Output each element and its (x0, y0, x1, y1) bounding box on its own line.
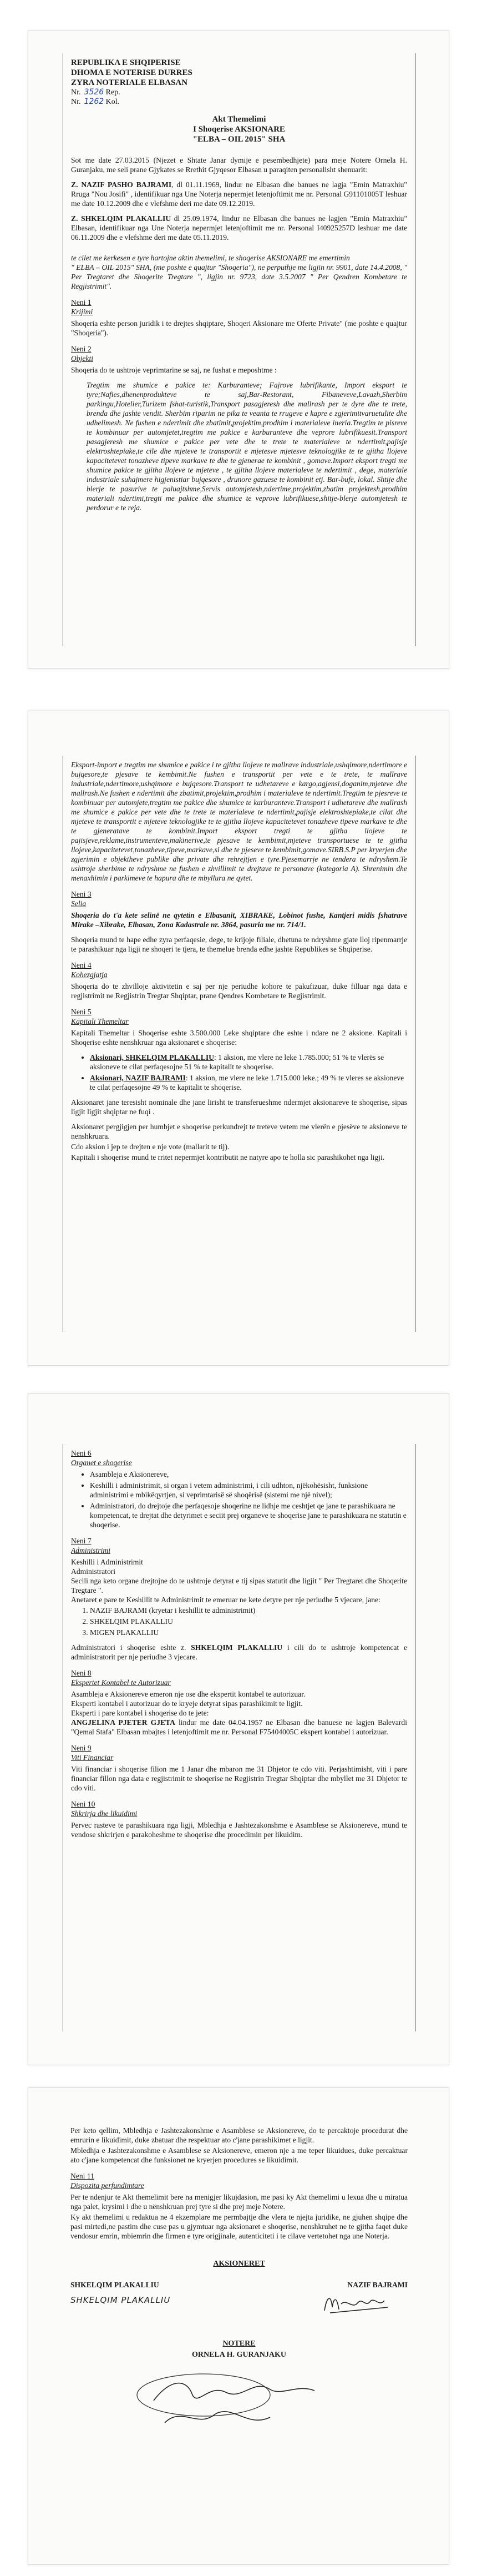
article-5-p3: Aksionaret pergjigjen per humbjet e shoqerise perkundrejt te treteve vetem me vlerën e pjesëve te aksioneve te nenshkruara. (71, 1123, 407, 1140)
rep-number-value: 3526 (84, 88, 104, 97)
signatory-2-name: NAZIF BAJRAMI (347, 2281, 408, 2289)
article-1-title: Krijimi (71, 308, 93, 316)
party-2: Z. SHKELQIM PLAKALLIU dl 25.09.1974, lindur ne Elbasan dhe banues ne lagjen "Emin Matraxhiu" Elbasan, identifikuar nga Une Noterja nepermjet letenjoftimit me nr. Personal I40925257D leshuar me date 06.11.2009 dhe e vlefshme deri me date 05.11.2019. (71, 214, 407, 242)
document-page-4 (28, 2087, 449, 2565)
article-7-p3: Administratori i shoqerise eshte z. SHKELQIM PLAKALLIU i cili do te ushtroje kompetencat e administratorit per nje periudhe 3 vjecare. (71, 1643, 407, 1661)
article-6-item: • Asambleja e Aksionereve, (90, 1470, 407, 1479)
article-9-text: Viti financiar i shoqerise filion me 1 Janar dhe mbaron me 31 Dhjetor te cdo viti. Perjashtimisht, viti i pare financiar fillon nga data e regjistrimit te shoqerise ne Regjistrin Tregtar Shqiptar dhe mbyllet me 31 Dhjetor te cdo viti. (71, 1765, 407, 1792)
article-1-heading: Neni 1 (71, 298, 92, 306)
declaration-intro: te cilet me kerkesen e tyre hartojne aktin themelimi, te shoqerise AKSIONARE me emertimin (71, 254, 350, 262)
article-2-text: Shoqeria do te ushtroje veprimtarine se saj, ne fushat e meposhtme : (71, 366, 277, 374)
page-1-content (63, 53, 415, 646)
shareholders-title: AKSIONERET (213, 2260, 265, 2268)
signature-2 (252, 2290, 408, 2312)
board-members-list (71, 1606, 407, 1637)
signature-block-2 (252, 2281, 408, 2317)
page-2-content (63, 756, 415, 1332)
board-member: 3. MIGEN PLAKALLIU (90, 1628, 407, 1637)
article-4-heading: Neni 4 (71, 961, 92, 969)
board-member: 2. SHKELQIM PLAKALLIU (90, 1617, 407, 1626)
article-2-title: Objekti (71, 354, 94, 363)
article-3-text: Shoqeria mund te hape edhe zyra perfaqesie, dege, te krijoje filiale, dhetuna te ndryshme gjate lloj ripenmarrje te parashikuar nga ligji ne shoqeri te tjera, te themelue brenda edhe jashte Republikes se Shqiperise. (71, 935, 407, 953)
article-2-continuation: Eksport-import e tregtim me shumice e pakice i te gjitha llojeve te mallrave industriale,ushqimore,ndertimore e bujqesore,te pjesave te kembimit.Ne fushen e transportit per vete e te trete, te mallrave industriale,ndertimore,ushqimore e bujqesore.Transport te udhetareve e kargo,agjensi,doganim,mjeteve dhe mallrash.Ne fushen e ndertimit dhe zbatimit,projektim,prodhim i materialeve te ndertimit.Tregtim te pjesreve te kombinuar per automjete,tregtim me pakice dhe shumice te karburanteve.Transport i udhetareve dhe mallrash me shumice e pakice per vete dhe te trete te materialeve te ndertimit,pajisje elektroshtepiake,te cilat dhe mjeteve te transportit e mjeteve teknologjike te te gjitha llojeve kapacitetevet tonazheve tipeve markave te dhe te gjeneratave te kombinit.Import eksport tregti te gjitha llojeve te pajisjeve,reklame,instrumenteve,makinerive,te pjesave te kembimit,mjeteve transportuese te te gjitha llojeve,kapacitetevet,tonazheve,tipeve,markave,si dhe te pjeseve te kembimit,gomave.SIRB.S.P per kryerjen dhe zgjerimin e objektheve publike dhe private dhe rehrejtjen e tyre.Pjesemarrje ne tendera te ndryshem.Te ushtroje sherbime te ndryshme ne fushen e zhvillimit te drejtave te personave (kategoria A). Shrenimin dhe menaxhimin i parkimeve te hapura dhe te mbyllura ne qytet. (71, 761, 407, 882)
document-page-2 (28, 711, 449, 1366)
article-8-title: Ekspertet Kontabel te Autorizuar (71, 1678, 171, 1687)
page-3-content (63, 1444, 415, 2031)
article-6-item: • Administratori, do drejtoje dhe perfaqesoje shoqerine ne lidhje me ceshtjet qe jane te parashikuara ne kompetencat, te drejtat dhe detyrimet e seciit prej organeve te shoqerise jane te parashikuara ne statutin e shoqerise. (90, 1501, 407, 1530)
article-7-title: Administrimi (71, 1546, 110, 1554)
act-title: Akt Themelimi I Shoqerise AKSIONARE "ELBA – OIL 2015" SHA (192, 115, 286, 144)
header-line-3: ZYRA NOTERIALE ELBASAN (71, 78, 188, 87)
article-4-title: Kohezgjatja (71, 970, 108, 979)
article-8-p1: Asambleja e Aksionereve emeron nje ose dhe ekspertit kontabel te autorizuar. (71, 1690, 306, 1698)
article-3-title: Selia (71, 899, 87, 908)
article-3-seat: Shoqeria do t'a kete selinë ne qytetin e Elbasanit, XIBRAKE, Lobinot fushe, Kantjeri midis fshatrave Mirake –Xibrake, Elbasan, Zona Kadastrale nr. 3864, pasuria me nr. 714/1. (71, 911, 407, 929)
shareholder-list (71, 1053, 407, 1092)
shareholder-2: • Aksionari, NAZIF BAJRAMI: 1 aksion, me vlere ne leke 1.715.000 leke.; 49 % te vleres se aksioneve te cilat perfaqesojne 49 % te kapitalit te shoqerise. (90, 1073, 407, 1092)
signature-block-1 (70, 2281, 226, 2317)
article-2-list: Tregtim me shumice e pakice te: Karburanteve; Fajrove lubrifikante, Import eksport te tyre;Nafies,dhenenprodukteve te saj,Bar-Restorant, Fibaneveve,Lavazh,Sherbim parkingu,Hotelier,Turizem fshat-turistik,Transport pasagjeresh dhe mallrash per te dyre dhe te trete, brenda dhe jashte vendit. Sherbim riparim ne pika te veanta te rrugeve e kapre e zgjerimitvaruetulite dhe udhelimesh. Ne fushen e ndertimit dhe zbatimit,projektim,prodhim i materialeve ineria.Tregtim te pisreve te kombinuar per automjetet,tregtim me pakice e karburanteve dhe veprore lubrifikuesit.Transport pasagjeresh me shumice e pakice per vete dhe te trete te materialeve te ndertimit,pajisje elektroshtepiake,te cile dhe mjeteve te transportit e mjetesve mjetesve teknologjike te te gjitha llojeve kapacitetevet tonazheve tipeve markave te dhe te gjenerae te kombinit , gomave.Import eksport tregti me shumice pakice te gjitha llojeve te mjeteve , te gjitha llojeve materialeve te ndertimit , dege, materiale industriale suhajmere higjenistiar bujqesore , drunore gazuese te kombinit etj. Bar-bufe, lokal. Shtije dhe blerje te pasurive te paluajtshme,Servis automjetesh,ndertime,projektim,zbatim projektesh,prodhim materiali ndertimi,tregti me pakice dhe shumice te veprove lubrifikuese,shitje-blerje automjetesh te perdorur e te reja. (87, 381, 407, 512)
article-7-heading: Neni 7 (71, 1537, 92, 1545)
article-6-item: • Keshilli i administrimit, si organ i vetem administrimi, i cili udhton, njëkohësisht, funksione administrimi e mbikëqyrtjen, si veprimtarisë së shoqërisë (sistemi me një nivel); (90, 1481, 407, 1500)
kol-number: Nr. 1262 Kol. (71, 97, 120, 106)
article-8-p2: Eksperti kontabel i autorizuar do te kryeje detyrat sipas parashikimit te ligjit. (71, 1699, 303, 1708)
shareholders-signatures (70, 2281, 408, 2317)
article-9-title: Viti Financiar (71, 1753, 114, 1762)
article-10-text: Pervec rasteve te parashikuara nga ligji, Mbledhja e Jashtezakonshme e Asamblese se Aksionereve, mund te vendose shkrirjen e parakoheshme te shoqerise dhe procedimin per likuidim. (71, 1821, 407, 1839)
article-2-heading: Neni 2 (71, 345, 92, 353)
liquidation-p2: Mbledhja e Jashtezakonshme e Asamblese se Aksionereve, emeron nje a me teper likuidues, duke percaktuar ato c'jane kompetencat dhe funksionet ne kryerjen procedures se likuidimit. (70, 2146, 408, 2164)
article-7-line-1: Keshilli i Administrimit (71, 1558, 143, 1566)
document-page-1 (28, 31, 449, 669)
intro-paragraph: Sot me date 27.03.2015 (Njezet e Shtate Janar dymije e pesembedhjete) para meje Notere Ornela H. Guranjaku, me seli prane Gjykates se Rrethit Gjyqesor Elbasan u paraqiten personalisht shenuarit: (71, 156, 407, 174)
notary-title: NOTERE (222, 2339, 256, 2348)
article-11-heading: Neni 11 (70, 2172, 94, 2180)
article-5-text: Kapitali Themeltar i Shoqerise eshte 3.500.000 Leke shqiptare dhe eshte i ndare ne 2 aksione. Kapitali i Shoqerise eshte nenshkruar nga aksionaret e shoqerise: (71, 1029, 407, 1046)
article-7-p1: Secili nga keto organe drejtojne do te ushtroje detyrat e tij sipas statutit dhe ligjit " Per Tregtaret dhe Shoqerite Tregtare ". (71, 1577, 407, 1594)
article-11-p1: Per te ndenjur te Akt themelimit bere na menigjer likujdasion, me pasi ky Akt themelimi u lexua dhe u miratua nga palet, krysimi i dhe u nënshkruan prej tyre si dhe prej meje Notere. (70, 2193, 408, 2211)
liquidation-p1: Per keto qellim, Mbledhja e Jashtezakonshme e Asamblese se Aksionereve, do te percaktoje procedurat dhe emrurin e likuidimit, duke zbatuar dhe respektuar ato c'jane parashikimet e ligjit. (70, 2126, 408, 2144)
article-8-heading: Neni 8 (71, 1669, 92, 1677)
header-line-1: REPUBLIKA E SHQIPERISE (71, 58, 181, 67)
page-4-content (63, 2121, 415, 2447)
article-7-line-2: Administratori (71, 1567, 116, 1576)
article-11-title: Dispozita perfundimtare (70, 2181, 144, 2190)
article-10-title: Shkrirja dhe likuidimi (71, 1809, 138, 1818)
article-11-p2: Ky akt themelimi u redaktua ne 4 ekzemplare me permbajtje dhe vlera te njejta juridike, ne gjuhen shqipe dhe pasi mirtedi,ne pastim dhe cuse pas u gjymtuar nga aksionaret e shoqerise, nenshkruhet ne te gjitha faqet duke vendosur emrin, mbiemrin dhe firmen e tyre origjinale, autenticiteti i te cilave vertetohet nga une Noterja. (70, 2213, 408, 2240)
rep-number: Nr. 3526 Rep. (71, 88, 120, 97)
article-6-list (71, 1470, 407, 1530)
article-3-heading: Neni 3 (71, 890, 92, 898)
kol-number-value: 1262 (84, 97, 104, 106)
article-1-text: Shoqeria eshte person juridik i te drejtes shqiptare, Shoqeri Aksionare me Oferte Private" (me poshte e quajtur "Shoqeria"). (71, 319, 407, 337)
article-7-p2: Anetaret e pare te Keshillit te Administrimit te emeruar ne kete detyre per nje periudhe 5 vjecare, jane: (71, 1596, 380, 1604)
article-5-p5: Kapitali i shoqerise mund te rritet nepermjet kontributit ne natyre apo te holla sic parashikohet nga ligji. (71, 1153, 385, 1161)
article-6-title: Organet e shoqerise (71, 1458, 132, 1467)
declaration-body: " ELBA – OIL 2015" SHA, (me poshte e quajtur "Shoqeria"), ne perputhje me ligjin nr. 9901, date 14.4.2008, " Per Tregtaret dhe Shoqerite Tregtare ", ligjin nr. 9723, date 3.5.2007 " Per Qendren Kombetare te Regjistrimit". (71, 263, 407, 290)
header-line-2: DHOMA E NOTERISE DURRES (71, 68, 192, 77)
article-5-heading: Neni 5 (71, 1008, 92, 1016)
article-8-p3: Eksperti i pare kontabel i shoqerise do te jete: (71, 1709, 209, 1717)
article-5-title: Kapitali Themeltar (71, 1017, 129, 1025)
article-8-p4: ANGJELINA PJETER GJETA lindur me date 04.04.1957 ne Elbasan dhe banuese ne lagjen Balevardi "Qemal Stafa" Elbasan mbajtes i letenjoftimit me nr. Personal F75404005C ekspert kontabel i autorizuar. (71, 1718, 407, 1736)
party-1: Z. NAZIF PASHO BAJRAMI, dl 01.11.1969, lindur ne Elbasan dhe banues ne lagja "Emin Matraxhiu" Rruga "Nou Josifi" , identifikuar nga Une Noterja nepermjet letenjoftimit me nr. Personal G91101005T leshuar me date 10.12.2009 dhe e vlefshme deri me date 09.12.2019. (71, 180, 407, 208)
article-9-heading: Neni 9 (71, 1744, 92, 1752)
article-6-heading: Neni 6 (71, 1449, 92, 1457)
shareholder-1: • Aksionari, SHKELQIM PLAKALLIU: 1 aksion, me vlere ne leke 1.785.000; 51 % te vlerës se aksioneve te cilat perfaqesojne 51 % te kapitalit te shoqerise. (90, 1053, 407, 1071)
article-5-p2: Aksionaret jane teresisht nominale dhe jane lirisht te transferueshme ndermjet aksionareve te shoqerise, sipas ligjit ligjit shqiptar ne fuqi . (71, 1098, 407, 1116)
notary-name: ORNELA H. GURANJAKU (192, 2351, 286, 2359)
article-10-heading: Neni 10 (71, 1800, 95, 1808)
signature-1: SHKELQIM PLAKALLIU (70, 2295, 171, 2305)
article-4-text: Shoqeria do te zhvilloje aktivitetin e saj per nje periudhe kohore te pakufizuar, duke filluar nga data e regjistrimit ne Regjistrin Tregtar Shqiptar, prane Qendres Kombetare te Regjistrimit. (71, 982, 407, 1000)
article-5-p4: Cdo aksion i jep te drejten e nje vote (mallarit te tij). (71, 1143, 230, 1151)
board-member: 1. NAZIF BAJRAMI (kryetar i keshillit te administrimit) (90, 1606, 407, 1615)
signatory-1-name: SHKELQIM PLAKALLIU (70, 2281, 159, 2289)
notary-signature-seal (70, 2359, 408, 2443)
document-page-3 (28, 1393, 449, 2065)
